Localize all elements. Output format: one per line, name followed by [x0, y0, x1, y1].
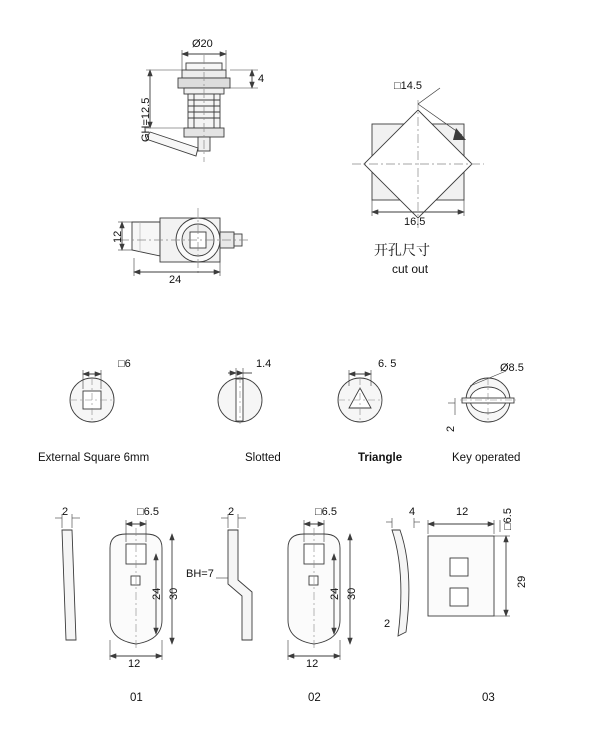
- dim-square-6: □6: [118, 358, 131, 370]
- dim-triangle-6-5: 6. 5: [378, 358, 397, 370]
- drive-label-key-operated: Key operated: [452, 452, 521, 464]
- drive-label-external-square: External Square 6mm: [38, 452, 150, 464]
- dim-across-16-5: 16.5: [404, 216, 426, 228]
- cam03-dim-square: □6.5: [502, 508, 514, 530]
- dim-slot-1-4: 1.4: [256, 358, 272, 370]
- dim-length-24: 24: [169, 274, 182, 286]
- dim-gh: GH=12.5: [140, 97, 152, 142]
- dim-square-14-5: □14.5: [394, 80, 423, 92]
- cam03-dim-height: 29: [516, 575, 528, 588]
- cutout-caption-en: cut out: [392, 262, 429, 276]
- cam02-dim-bh: BH=7: [186, 568, 214, 580]
- cam03-dim-angle: 2: [384, 618, 391, 630]
- cam01-dim-thickness: 2: [62, 506, 69, 518]
- dim-key-2: 2: [445, 425, 457, 432]
- cam02-dim-thickness: 2: [228, 506, 235, 518]
- cam01-dim-30: 30: [168, 587, 180, 600]
- drive-label-slotted: Slotted: [245, 452, 281, 464]
- cam01-dim-square: □6.5: [137, 506, 159, 518]
- dim-key-8-5: Ø8.5: [500, 362, 524, 374]
- dim-thickness-4: 4: [258, 73, 265, 85]
- cutout-caption-cn: 开孔尺寸: [374, 242, 430, 258]
- cam03-name: 03: [482, 692, 495, 704]
- cam03-dim-width: 12: [456, 506, 469, 518]
- cam02-dim-24: 24: [329, 587, 341, 600]
- drive-label-triangle: Triangle: [358, 452, 403, 464]
- dim-diameter-20: Ø20: [192, 38, 213, 50]
- cam02-dim-width: 12: [306, 658, 319, 670]
- cam01-dim-width: 12: [128, 658, 141, 670]
- cam03-dim-offset: 4: [409, 506, 416, 518]
- cam01-dim-24: 24: [151, 587, 163, 600]
- cam02-dim-square: □6.5: [315, 506, 337, 518]
- dim-width-12: 12: [112, 230, 124, 243]
- cam02-dim-30: 30: [346, 587, 358, 600]
- cam02-name: 02: [308, 692, 321, 704]
- cam01-name: 01: [130, 692, 143, 704]
